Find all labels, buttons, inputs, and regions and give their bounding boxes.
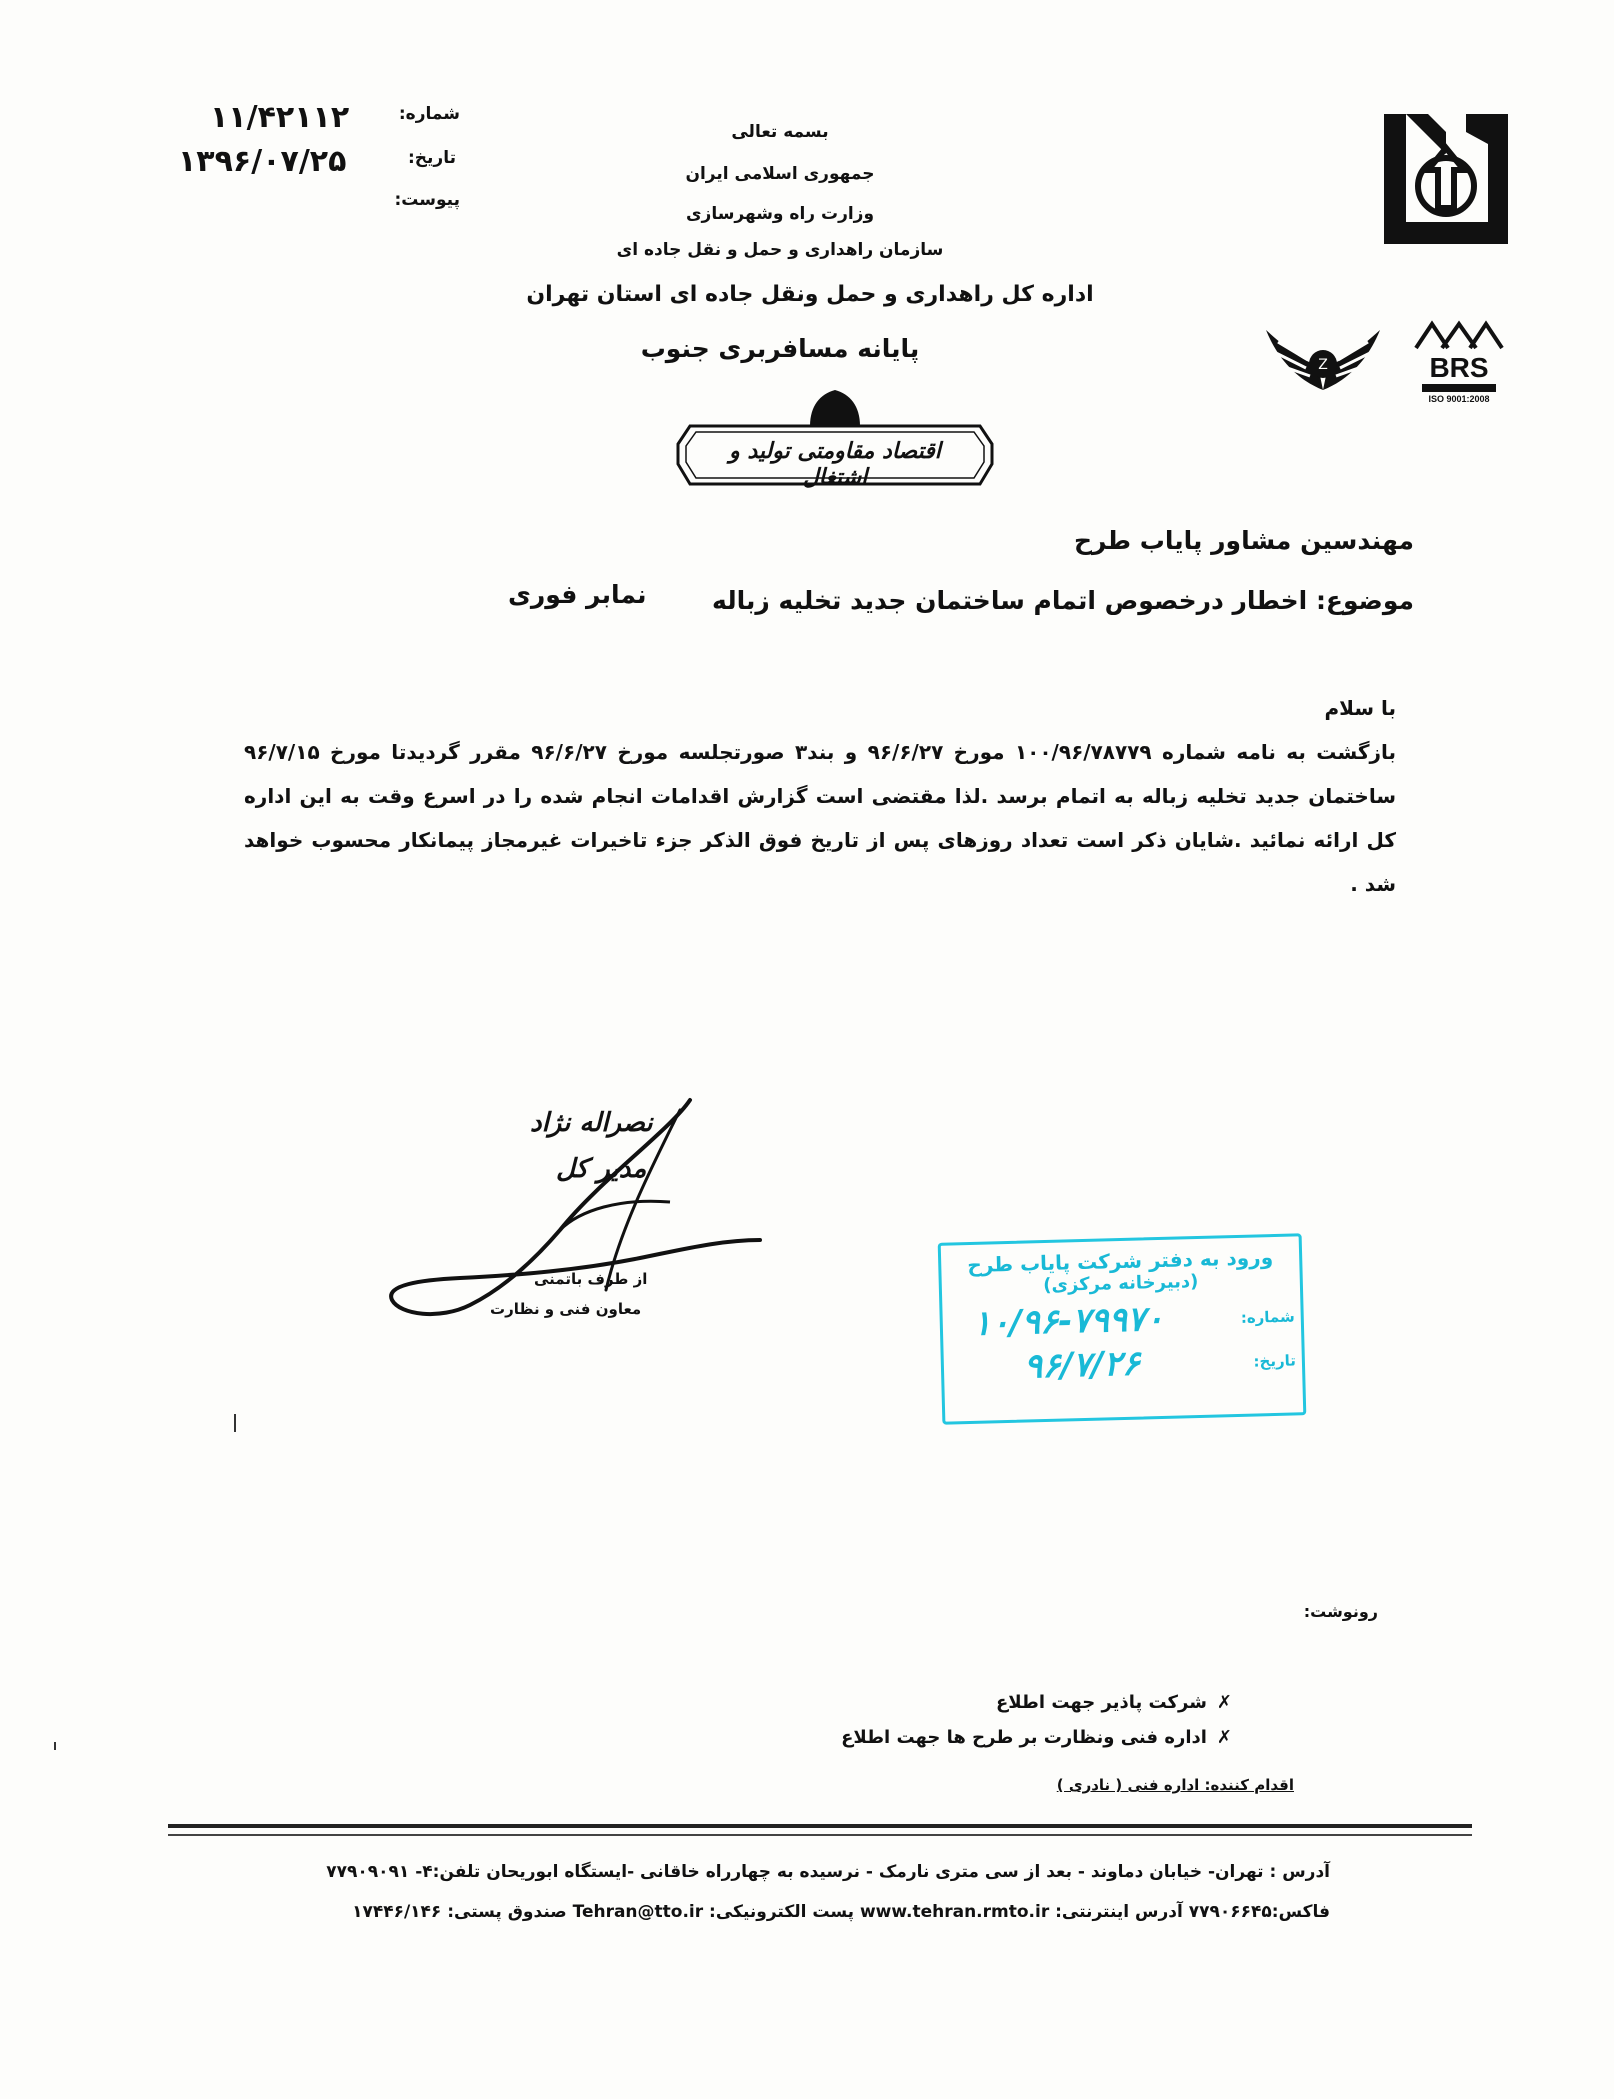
stamp-date-label: تاریخ: — [1253, 1351, 1297, 1371]
svg-text:Z: Z — [1318, 357, 1328, 373]
urgent-fax-label: نمابر فوری — [508, 580, 647, 609]
list-item — [632, 1727, 1232, 1748]
footer-contact: فاکس:۷۷۹۰۶۶۴۵ آدرس اینترنتی: www.tehran.rmto.ir پست الکترونیکی: Tehran@tto.ir صندوق پستی: ۱۷۴۴۶/۱۴۶ — [352, 1902, 1330, 1922]
cc-item-2: اداره فنی ونظارت بر طرح ها جهت اطلاع — [841, 1727, 1207, 1748]
slogan-plaque — [670, 386, 1000, 498]
certification-mark-icon — [1412, 320, 1506, 350]
list-item — [632, 1692, 1232, 1713]
signature-block — [380, 1090, 780, 1350]
ministry-name: وزارت راه وشهرسازی — [685, 204, 875, 224]
cc-item-1: شرکت پاذیر جهت اطلاع — [995, 1692, 1207, 1713]
arrow-bullet-icon: ✗ — [1216, 1727, 1232, 1748]
attachment-label: پیوست: — [394, 190, 460, 210]
iso-text: ISO 9001:2008 — [1428, 394, 1490, 404]
stamp-date-value: ۹۶/۷/۲۶ — [1023, 1343, 1141, 1387]
entry-stamp — [938, 1233, 1307, 1424]
stamp-title: ورود به دفتر شرکت پایاب طرح — [967, 1245, 1274, 1278]
brs-iso-logo — [1412, 320, 1506, 410]
scan-mark — [54, 1742, 56, 1750]
action-by: اقدام کننده: اداره فنی ( نادری ) — [1056, 1776, 1294, 1794]
letter-meta — [170, 100, 460, 220]
republic-name: جمهوری اسلامی ایران — [685, 164, 875, 184]
signatory-title: مدیر کل — [556, 1154, 647, 1184]
greeting: با سلام — [1324, 696, 1396, 720]
scan-mark — [234, 1414, 236, 1432]
organization-logo — [1376, 104, 1516, 254]
signatory-name: نصراله نژاد — [530, 1108, 653, 1138]
bismillah: بسمه تعالی — [731, 122, 829, 142]
organization-name: سازمان راهداری و حمل و نقل جاده ای — [616, 240, 944, 260]
slogan-text: اقتصاد مقاومتی تولید و اشتغال — [729, 438, 941, 490]
cc-label: رونوشت: — [1303, 1602, 1378, 1621]
department-name: اداره کل راهداری و حمل ونقل جاده ای استان تهران — [526, 282, 1094, 307]
body-paragraph: بازگشت به نامه شماره ۱۰۰/۹۶/۷۸۷۷۹ مورخ ۹۶/۶/۲۷ و بند۳ صورتجلسه مورخ ۹۶/۶/۲۷ مقرر گردیدتا مورخ ۹۶/۷/۱۵ ساختمان جدید تخلیه زباله به اتمام برسد .لذا مقتضی است گزارش اقدامات انجام شده را در اسرع وقت به این اداره کل ارائه نمائید .شایان ذکر است تعداد روزهای پس از تاریخ فوق الذکر جزء تاخیرات غیرمجاز پیمانکار محسوب خواهد شد . — [244, 740, 1396, 896]
date-value: ۱۳۹۶/۰۷/۲۵ — [178, 144, 347, 179]
winged-emblem — [1258, 320, 1388, 396]
arrow-bullet-icon: ✗ — [1216, 1692, 1232, 1713]
date-label: تاریخ: — [408, 148, 456, 168]
deputy-title: معاون فنی و نظارت — [490, 1300, 642, 1318]
brs-text: BRS — [1429, 352, 1489, 383]
addressee: مهندسین مشاور پایاب طرح — [1073, 526, 1414, 555]
number-label: شماره: — [398, 104, 460, 124]
stamp-number-label: شماره: — [1240, 1307, 1295, 1327]
on-behalf-of: از طرف باتمنی — [534, 1270, 648, 1288]
subject-line: موضوع: اخطار درخصوص اتمام ساختمان جدید تخلیه زباله — [712, 586, 1414, 615]
number-value: ۱۱/۴۲۱۱۲ — [210, 100, 350, 135]
cc-list — [632, 1692, 1232, 1748]
footer-divider — [168, 1824, 1472, 1828]
terminal-name: پایانه مسافربری جنوب — [640, 334, 920, 363]
stamp-subtitle: (دبیرخانه مرکزی) — [1042, 1270, 1199, 1297]
stamp-number-value: ۱۰/۹۶-۷۹۹۷۰ — [972, 1298, 1165, 1344]
footer-address: آدرس : تهران- خیابان دماوند - بعد از سی متری نارمک - نرسیده به چهارراه خاقانی -ایستگاه ابوریحان تلفن:۴- ۷۷۹۰۹۰۹۱ — [326, 1862, 1330, 1882]
footer-divider-thin — [168, 1834, 1472, 1836]
